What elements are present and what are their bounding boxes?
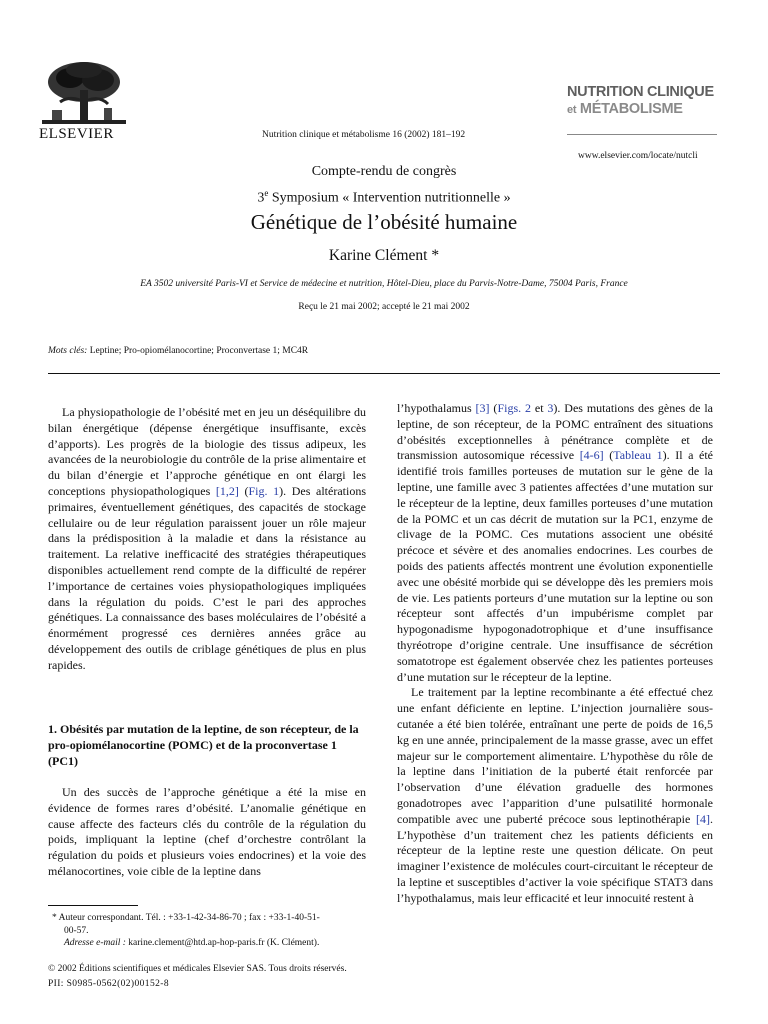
journal-title-et: et [567,104,577,116]
article-title: Génétique de l’obésité humaine [250,210,518,234]
r1-text-b: ( [489,401,498,415]
pii: PII: S0985-0562(02)00152-8 [48,979,169,989]
footnote-line2: 00-57. [64,925,89,936]
right-column [397,401,713,907]
section-1-paragraph-1 [48,785,366,880]
sec1-text: Un des succès de l’approche génétique a été la mise en évidence de formes rares d’obésité. L’anomalie génétique en cause affecte des facteurs clés du contrôle de la régulation du poids, impliquant la leptine (chef d’orchestre contrôlant la régulation du poids et plusieurs voies endocrines) et la voie des mélanocortines, voie cible de la leptine dans [48,785,366,878]
ref-link-4-6[interactable]: [4-6] [579,448,604,463]
article-author: Karine Clément * [328,247,440,264]
r1-text-c: et [531,401,548,415]
right-paragraph-1 [397,401,713,685]
table1-link[interactable]: Tableau 1 [613,448,663,463]
journal-title-line1: NUTRITION CLINIQUE [567,84,714,100]
intro-paragraph [48,405,366,674]
r2-text-a: Le traitement par la leptine recombinante a été effectué chez une enfant déficiente en leptine. L’injection journalière sous-cutanée a été bien tolérée, entraînant une perte de poids de 16,5 kg en une année, principalement de la masse grasse, avec un effet majeur sur le comportement alimentaire. L’hypothèse du rôle de la leptine dans l’initiation de la puberté était renforcée par l’observation d’une élévation graduelle des hormones gonadotropes avec l’apparition d’une pulsatilité hormonale compatible avec une puberté précoce sous leptinothérapie [397,685,713,826]
author-affiliation: EA 3502 université Paris-VI et Service de médecine et nutrition, Hôtel-Dieu, place du Parvis-Notre-Dame, 75004 Paris, France [140,279,628,289]
publisher-name: ELSEVIER [39,126,114,142]
fig1-link[interactable]: Fig. 1 [248,483,280,498]
journal-website-link[interactable]: www.elsevier.com/locate/nutcli [578,151,698,161]
section-1-heading: 1. Obésités par mutation de la leptine, de son récepteur, de la pro-opiomélanocortine (POMC) et de la proconvertase 1 (PC1) [48,722,359,768]
symposium-name: Symposium « Intervention nutritionnelle » [268,190,511,206]
journal-citation: Nutrition clinique et métabolisme 16 (2002) 181–192 [262,130,466,140]
intro-text-3: ). Des altérations primaires, éventuellement génétiques, des capacités de stockage cellulaire ou de leur régulation paraissent jouer un rôle majeur dans la prédisposition à la maladie et dans la résistance au traitement. La relative inefficacité des stratégies thérapeutiques disponibles actuellement rend compte de la difficulté de repérer l’importance de certaines voies physiopathologiques impliquées dans la régulation du poids. C’est le pari des approches génétiques. La connaissance des bases moléculaires de l’obésité a énormément progressé ces dernières années grâce au développement des outils de criblage génétiques de plus en plus rapides. [48,483,366,672]
intro-text-2: ( [238,483,249,498]
elsevier-tree-logo-icon [40,60,128,130]
article-rubric: Compte-rendu de congrès [311,164,457,179]
intro-text-1: La physiopathologie de l’obésité met en jeu un déséquilibre du bilan énergétique (dépense énergétique insuffisante, excès d’apports). Les progrès de la biologie des tissus adipeux, les avancées de la neurobiologie du contrôle de la prise alimentaire et du bilan d’énergie et l’approche génétique en ont élargi les conceptions physiopathologiques [48,405,366,498]
symposium-number: 3 [257,190,265,206]
journal-title-main: MÉTABOLISME [579,101,683,117]
ref-link-1-2[interactable]: [1,2] [215,483,239,498]
symposium-line [0,188,768,207]
r1-text-a: l’hypothalamus [397,401,476,415]
figs2-link[interactable]: Figs. 2 [497,401,531,415]
fig3-link[interactable]: 3 [547,401,554,415]
r2-text-b: . L’hypothèse d’un traitement chez les patients déficients en récepteur de la leptine reste une question délicate. On peut imaginer l’existence de molécules court-circuitant le récepteur de la leptine et susceptibles d’activer la voie spécifique STAT3 dans l’hypothalamus, mais leur efficacité et leur innocuité restent à [397,811,713,905]
email-label: Adresse e-mail : [64,938,126,948]
r1-text-e: ( [603,448,614,463]
r1-text-f: ). Il a été identifié trois familles porteuses de mutation sur le gène de la leptine, une famille avec 3 patientes affectées d’une mutation sur le récepteur de la leptine, deux familles porteuses d’une mutation de la POMC et un cas décrit de mutation sur la PC1, enzyme de clivage de la POMC. Ces mutations associent une obésité précoce et sévère et des anomalies endocrines. Les courbes de poids des patients affectés montrent une évolution exponentielle avec une obésité morbide qui se développe dès les premiers mois de vie. Les patients porteurs d’une mutation sur la leptine ou son récepteur sont affectés d’un impubérisme complet par hypogonadisme hypogonadotrophique et d’une insuffisance thyréotrope d’origine centrale. Une insuffisance de sécrétion somatotrope est également observée chez les patientes porteuses d’une mutation sur le récepteur de la leptine. [397,448,714,684]
copyright: © 2002 Éditions scientifiques et médicales Elsevier SAS. Tous droits réservés. [48,964,347,974]
received-dates: Reçu le 21 mai 2002; accepté le 21 mai 2002 [298,302,470,312]
email-value[interactable]: karine.clement@htd.ap-hop-paris.fr (K. Clément). [125,938,320,948]
footnote-email-line [52,937,367,950]
ref-link-4[interactable]: [4] [696,811,710,826]
header-divider [48,373,720,374]
journal-divider [567,134,717,135]
keywords-list: Leptine; Pro-opiomélanocortine; Proconvertase 1; MC4R [87,346,309,356]
keywords [48,346,308,356]
footnote-divider [48,905,138,906]
journal-title-line2 [567,101,683,117]
ref-link-3[interactable]: [3] [475,401,490,415]
right-paragraph-2 [397,685,713,906]
r1-text-d: ). Des mutations des gènes de la leptine, de son récepteur, de la POMC entraînent des situations d’obésités exceptionnelles à pénétrance complète et de transmission autosomique récessive [397,401,714,463]
keywords-label: Mots clés: [48,346,88,356]
footnote [52,912,367,950]
symposium-superscript: e [264,188,269,198]
footnote-line1: * Auteur correspondant. Tél. : +33-1-42-34-86-70 ; fax : +33-1-40-51- [52,913,320,923]
